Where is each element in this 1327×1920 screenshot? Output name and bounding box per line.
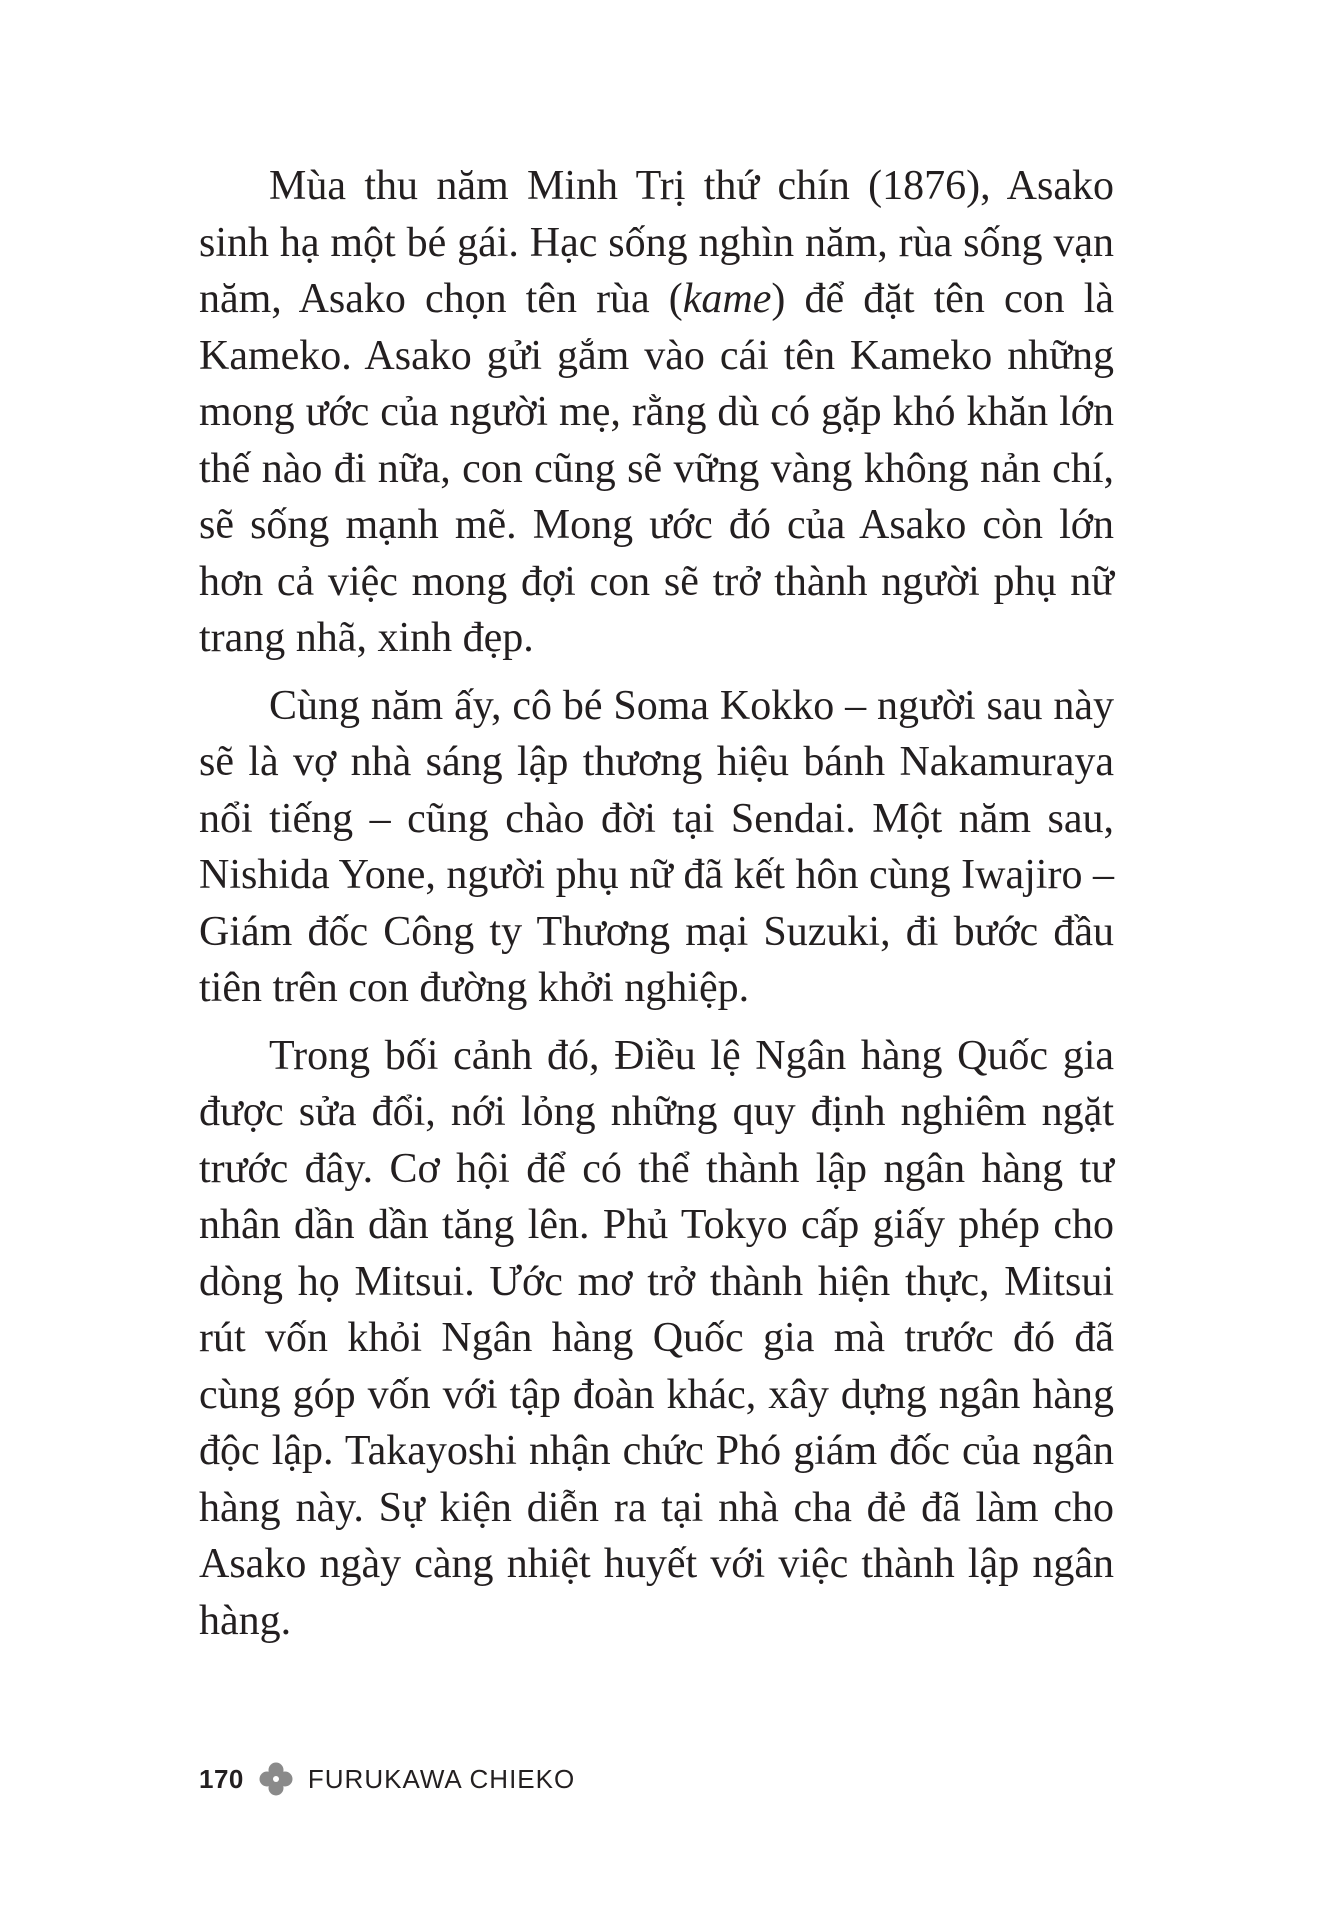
running-head: FURUKAWA CHIEKO [307, 1763, 576, 1794]
body-text [199, 158, 1114, 1660]
paragraph-1-before: Mùa thu năm Minh Trị thứ chín (1876), Asako sinh hạ một bé gái. Hạc sống nghìn năm, rùa sống vạn năm, Asako chọn tên rùa ( [199, 163, 1114, 322]
paragraph-2: Cùng năm ấy, cô bé Soma Kokko – người sau này sẽ là vợ nhà sáng lập thương hiệu bánh Nakamuraya nổi tiếng – cũng chào đời tại Sendai. Một năm sau, Nishida Yone, người phụ nữ đã kết hôn cùng Iwajiro – Giám đốc Công ty Thương mại Suzuki, đi bước đầu tiên trên con đường khởi nghiệp. [199, 682, 1114, 1011]
paragraph-1-after: ) để đặt tên con là Kameko. Asako gửi gắm vào cái tên Kameko những mong ước của người mẹ, rằng dù có gặp khó khăn lớn thế nào đi nữa, con cũng sẽ vững vàng không nản chí, sẽ sống mạnh mẽ. Mong ước đó của Asako còn lớn hơn cả việc mong đợi con sẽ trở thành người phụ nữ trang nhã, xinh đẹp. [199, 276, 1114, 661]
clover-icon [256, 1759, 296, 1799]
italic-term: kame [682, 276, 772, 322]
page-number: 170 [199, 1763, 244, 1794]
paragraph-3: Trong bối cảnh đó, Điều lệ Ngân hàng Quốc gia được sửa đổi, nới lỏng những quy định nghiêm ngặt trước đây. Cơ hội để có thể thành lập ngân hàng tư nhân dần dần tăng lên. Phủ Tokyo cấp giấy phép cho dòng họ Mitsui. Ước mơ trở thành hiện thực, Mitsui rút vốn khỏi Ngân hàng Quốc gia mà trước đó đã cùng góp vốn với tập đoàn khác, xây dựng ngân hàng độc lập. Takayoshi nhận chức Phó giám đốc của ngân hàng này. Sự kiện diễn ra tại nhà cha đẻ đã làm cho Asako ngày càng nhiệt huyết với việc thành lập ngân hàng. [199, 1032, 1114, 1644]
paragraph-1 [199, 158, 1114, 667]
page-footer [199, 1759, 575, 1799]
